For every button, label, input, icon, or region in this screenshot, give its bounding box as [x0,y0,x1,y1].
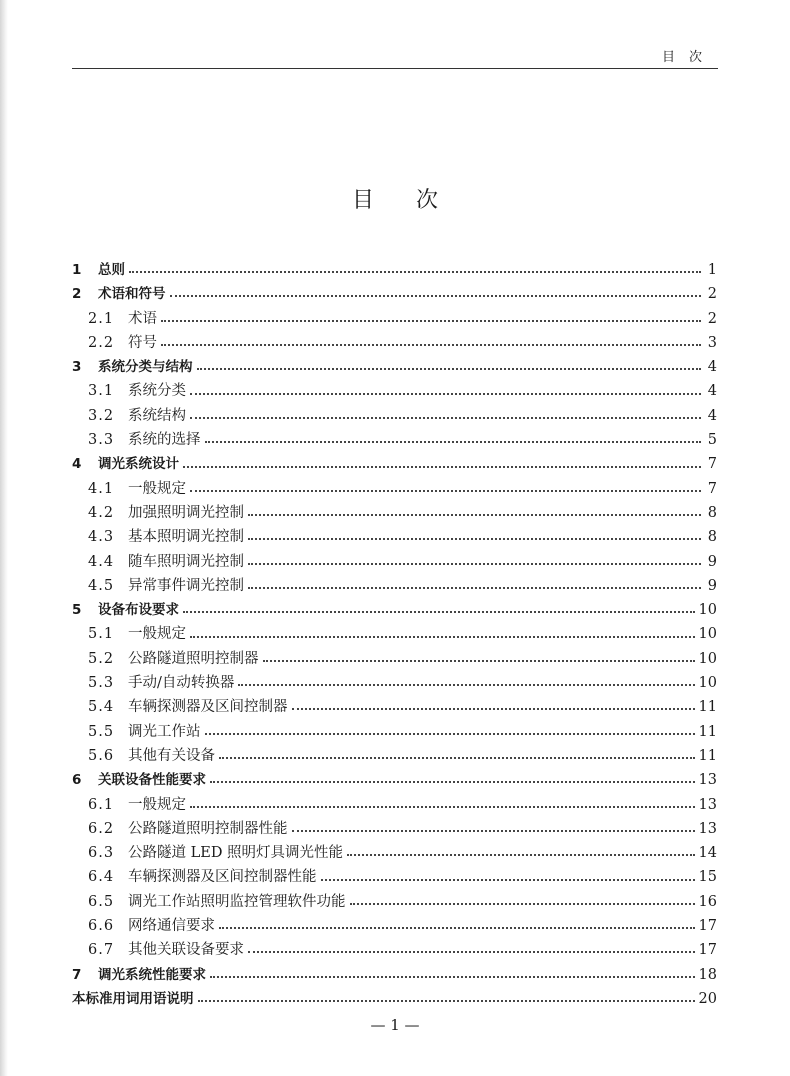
toc-dot-leader [197,368,702,370]
toc-entry[interactable] [72,914,717,938]
toc-entry[interactable] [72,525,717,549]
toc-entry[interactable] [72,452,717,476]
toc-entry[interactable] [72,404,717,428]
toc-entry-page: 2 [707,286,717,303]
toc-entry[interactable] [72,355,717,379]
toc-entry-number: 5.1 [88,626,115,643]
toc-entry-number: 6 [72,772,82,789]
toc-entry[interactable] [72,744,717,768]
toc-entry-label: 其他有关设备 [128,747,215,764]
toc-dot-leader [190,636,695,638]
toc-dot-leader [190,393,701,395]
toc-entry-number: 6.4 [88,869,115,886]
toc-dot-leader [350,903,695,905]
toc-entry-label: 设备布设要求 [98,602,179,619]
toc-entry[interactable] [72,841,717,865]
page-edge-shadow [0,0,8,1076]
toc-entry-number: 1 [72,262,82,278]
toc-dot-leader [292,830,695,832]
toc-entry-page: 4 [707,383,717,400]
toc-entry-number: 4.5 [88,577,115,594]
toc-entry-number: 5.2 [88,650,115,667]
toc-entry-page: 16 [698,893,717,910]
toc-entry[interactable] [72,282,717,306]
toc-entry-label: 网络通信要求 [128,918,215,935]
toc-dot-leader [321,879,695,881]
toc-entry-label: 公路隧道照明控制器性能 [128,820,288,837]
toc-entry-page: 5 [707,432,717,449]
toc-entry-label: 一般规定 [128,480,186,497]
toc-entry-number: 5.5 [88,723,115,740]
toc-entry[interactable] [72,574,717,598]
toc-dot-leader [248,563,701,565]
toc-entry-number: 3 [72,359,82,376]
toc-entry-page: 17 [698,942,717,959]
toc-dot-leader [161,320,701,322]
toc-dot-leader [210,781,695,783]
toc-entry-label: 异常事件调光控制 [128,577,244,594]
toc-dot-leader [248,951,695,953]
toc-dot-leader [219,757,695,759]
toc-dot-leader [161,344,701,346]
toc-entry[interactable] [72,671,717,695]
toc-entry-page: 11 [698,723,717,740]
toc-entry[interactable] [72,647,717,671]
toc-entry-number: 6.1 [88,796,115,813]
toc-dot-leader [205,733,695,735]
toc-entry-page: 4 [707,407,717,424]
toc-entry[interactable] [72,379,717,403]
toc-dot-leader [292,708,695,710]
toc-entry-label: 加强照明调光控制 [128,504,244,521]
toc-dot-leader [248,538,701,540]
toc-dot-leader [190,417,701,419]
toc-entry-label: 手动/自动转换器 [128,675,235,692]
toc-entry[interactable] [72,622,717,646]
toc-dot-leader [198,1000,695,1002]
toc-entry-number: 5 [72,602,82,619]
toc-entry-page: 11 [698,699,717,716]
toc-entry-number: 3.2 [88,407,115,424]
toc-entry-number: 4.1 [88,480,115,497]
toc-entry-number: 6.7 [88,942,115,959]
toc-entry-label: 车辆探测器及区间控制器 [128,699,288,716]
toc-entry-page: 1 [707,262,717,278]
toc-entry[interactable] [72,695,717,719]
toc-entry-page: 2 [707,310,717,327]
toc-entry-page: 13 [698,796,717,813]
toc-entry[interactable] [72,768,717,792]
toc-entry-label: 其他关联设备要求 [128,942,244,959]
toc-entry-number: 4.3 [88,529,115,546]
toc-entry-page: 11 [698,747,717,764]
toc-entry-page: 13 [698,820,717,837]
toc-dot-leader [190,806,695,808]
toc-dot-leader [190,490,701,492]
toc-entry-label: 系统分类与结构 [98,359,193,376]
toc-entry-number: 4 [72,456,82,473]
toc-dot-leader [219,927,695,929]
toc-entry-page: 14 [698,845,717,862]
toc-entry[interactable] [72,598,717,622]
toc-entry-page: 8 [707,529,717,546]
toc-entry-label: 公路隧道照明控制器 [128,650,259,667]
toc-dot-leader [183,466,701,468]
toc-entry-page: 8 [707,504,717,521]
toc-entry-number: 2.1 [88,310,115,327]
toc-dot-leader [210,976,695,978]
toc-entry-number: 6.6 [88,918,115,935]
toc-entry-number: 3.1 [88,383,115,400]
toc-entry[interactable] [72,307,717,331]
toc-entry-number: 5.3 [88,675,115,692]
toc-entry-label: 一般规定 [128,626,186,643]
toc-entry-page: 10 [698,650,717,667]
toc-entry-page: 3 [707,334,717,351]
toc-dot-leader [170,295,702,297]
toc-dot-leader [183,611,695,613]
toc-entry-number: 6.3 [88,845,115,862]
toc-entry-number: 2.2 [88,334,115,351]
toc-title: 目次 [351,188,480,213]
toc-entry[interactable] [72,258,717,282]
toc-entry-page: 17 [698,918,717,935]
toc-dot-leader [238,684,694,686]
toc-entry-number: 4.4 [88,553,115,570]
header-rule [72,68,718,69]
toc-entry-page: 7 [707,456,717,473]
toc-entry-number: 6.2 [88,820,115,837]
toc-dot-leader [129,271,701,273]
toc-entry[interactable] [72,720,717,744]
toc-entry-page: 7 [707,480,717,497]
running-header: 目次 [661,50,716,65]
toc-entry[interactable] [72,987,717,1011]
table-of-contents [72,258,717,1011]
toc-entry[interactable] [72,477,717,501]
page-number-footer: — 1 — [370,1016,420,1034]
toc-entry[interactable] [72,331,717,355]
toc-entry-label: 系统结构 [128,407,186,424]
toc-dot-leader [248,587,701,589]
toc-entry[interactable] [72,963,717,987]
toc-entry-page: 9 [707,553,717,570]
toc-entry-label: 调光工作站照明监控管理软件功能 [128,893,346,910]
toc-entry-label: 车辆探测器及区间控制器性能 [128,869,317,886]
toc-entry-label: 符号 [128,334,157,351]
toc-entry-page: 13 [698,772,717,789]
toc-entry-number: 3.3 [88,432,115,449]
toc-entry[interactable] [72,890,717,914]
toc-entry-label: 调光系统性能要求 [98,966,206,983]
toc-dot-leader [347,854,694,856]
toc-entry-label: 术语和符号 [98,286,166,303]
toc-dot-leader [263,660,695,662]
toc-entry-page: 18 [698,966,717,983]
toc-entry-number: 4.2 [88,504,115,521]
toc-entry-page: 10 [698,626,717,643]
toc-entry-label: 随车照明调光控制 [128,553,244,570]
toc-dot-leader [205,441,702,443]
toc-dot-leader [248,514,701,516]
toc-entry-label: 总则 [98,262,125,278]
toc-entry[interactable] [72,938,717,962]
toc-entry-number: 2 [72,286,82,303]
toc-entry-page: 4 [707,359,717,376]
toc-entry-page: 15 [698,869,717,886]
toc-entry-label: 系统分类 [128,383,186,400]
toc-entry-page: 9 [707,577,717,594]
toc-entry-number: 6.5 [88,893,115,910]
toc-entry-label: 调光系统设计 [98,456,179,473]
toc-entry-label: 调光工作站 [128,723,201,740]
toc-entry-label: 本标准用词用语说明 [72,990,194,1007]
toc-entry-page: 10 [698,602,717,619]
toc-entry[interactable] [72,865,717,889]
toc-entry-label: 一般规定 [128,796,186,813]
toc-entry[interactable] [72,428,717,452]
toc-entry-page: 20 [698,990,717,1007]
toc-entry-label: 术语 [128,310,157,327]
toc-entry[interactable] [72,817,717,841]
toc-entry[interactable] [72,501,717,525]
toc-entry[interactable] [72,793,717,817]
toc-entry-label: 公路隧道 LED 照明灯具调光性能 [128,845,344,862]
toc-entry-label: 系统的选择 [128,432,201,449]
toc-entry-label: 基本照明调光控制 [128,529,244,546]
toc-entry[interactable] [72,550,717,574]
toc-entry-label: 关联设备性能要求 [98,772,206,789]
toc-entry-number: 5.4 [88,699,115,716]
toc-entry-number: 5.6 [88,747,115,764]
toc-entry-page: 10 [698,675,717,692]
toc-entry-number: 7 [72,966,82,983]
